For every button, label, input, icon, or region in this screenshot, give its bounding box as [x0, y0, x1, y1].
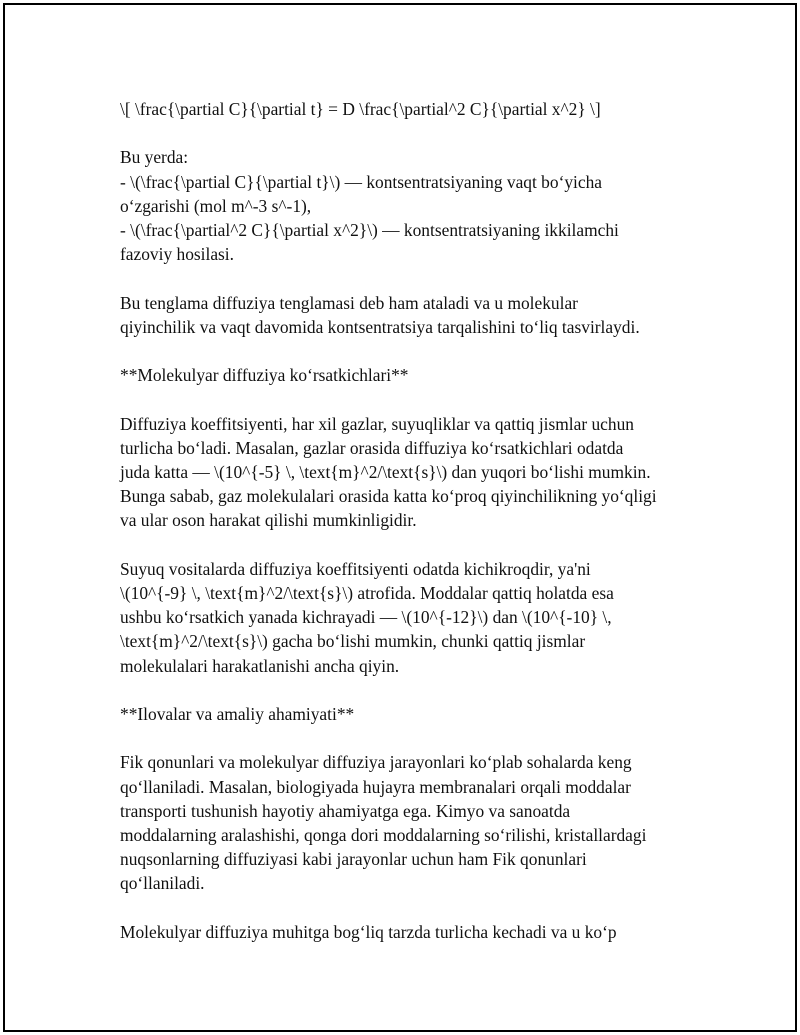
text-line: Bu yerda: — [120, 147, 189, 168]
paragraph-equation-name — [120, 291, 710, 339]
heading-indicators — [120, 363, 710, 387]
text-line: transporti tushunish hayotiy ahamiyatga ega. Kimyo va sanoatda — [120, 800, 571, 821]
text-line: \text{m}^2/\text{s}\) gacha bo‘lishi mumkin, chunki qattiq jismlar — [120, 631, 586, 652]
text-line: Suyuq vositalarda diffuziya koeffitsiyenti odatda kichikroqdir, ya'ni — [120, 558, 591, 579]
text-line: - \(\frac{\partial C}{\partial t}\) — kontsentratsiyaning vaqt bo‘yicha — [120, 171, 603, 192]
text-line: juda katta — \(10^{-5} \, \text{m}^2/\text{s}\) dan yuqori bo‘lishi mumkin. — [120, 461, 651, 482]
paragraph-gases — [120, 412, 710, 533]
document-page — [3, 3, 797, 1032]
where-block — [120, 145, 710, 266]
paragraph-liquids — [120, 557, 710, 678]
display-equation — [120, 97, 710, 121]
text-line: Bunga sabab, gaz molekulalari orasida katta ko‘proq qiyinchilikning yo‘qligi — [120, 486, 657, 507]
paragraph-last — [120, 920, 710, 944]
text-line: Fik qonunlari va molekulyar diffuziya jarayonlari ko‘plab sohalarda keng — [120, 752, 632, 773]
text-line: - \(\frac{\partial^2 C}{\partial x^2}\) — kontsentratsiyaning ikkilamchi — [120, 220, 619, 240]
text-line: ushbu ko‘rsatkich yanada kichrayadi — \(10^{-12}\) dan \(10^{-10} \, — [120, 607, 612, 628]
text-line: Diffuziya koeffitsiyenti, har xil gazlar, suyuqliklar va qattiq jismlar uchun — [120, 413, 634, 434]
text-line: nuqsonlarning diffuziyasi kabi jarayonlar uchun ham Fik qonunlari — [120, 849, 587, 870]
text-line: qo‘llaniladi. — [120, 873, 205, 894]
paragraph-applications — [120, 750, 710, 895]
equation-line: \[ \frac{\partial C}{\partial t} = D \frac{\partial^2 C}{\partial x^2} \] — [120, 99, 601, 119]
text-line: fazoviy hosilasi. — [120, 244, 234, 265]
heading-text: **Molekulyar diffuziya ko‘rsatkichlari** — [120, 365, 409, 386]
text-line: molekulalari harakatlanishi ancha qiyin. — [120, 655, 400, 676]
text-line: qiyinchilik va vaqt davomida kontsentratsiya tarqalishini to‘liq tasvirlaydi. — [120, 316, 640, 337]
text-line: o‘zgarishi (mol m^-3 s^-1), — [120, 195, 312, 216]
text-line: Bu tenglama diffuziya tenglamasi deb ham ataladi va u molekular — [120, 292, 578, 313]
text-line: \(10^{-9} \, \text{m}^2/\text{s}\) atrofida. Moddalar qattiq holatda esa — [120, 582, 614, 603]
text-line: turlicha bo‘ladi. Masalan, gazlar orasida diffuziya ko‘rsatkichlari odatda — [120, 437, 624, 458]
heading-applications — [120, 702, 710, 726]
text-line: Molekulyar diffuziya muhitga bog‘liq tarzda turlicha kechadi va u ko‘p — [120, 921, 617, 942]
text-line: qo‘llaniladi. Masalan, biologiyada hujayra membranalari orqali moddalar — [120, 776, 631, 797]
document-body — [120, 97, 710, 968]
heading-text: **Ilovalar va amaliy ahamiyati** — [120, 703, 355, 724]
text-line: moddalarning aralashishi, qonga dori moddalarning so‘rilishi, kristallardagi — [120, 824, 647, 845]
text-line: va ular oson harakat qilishi mumkinligidir. — [120, 510, 417, 531]
